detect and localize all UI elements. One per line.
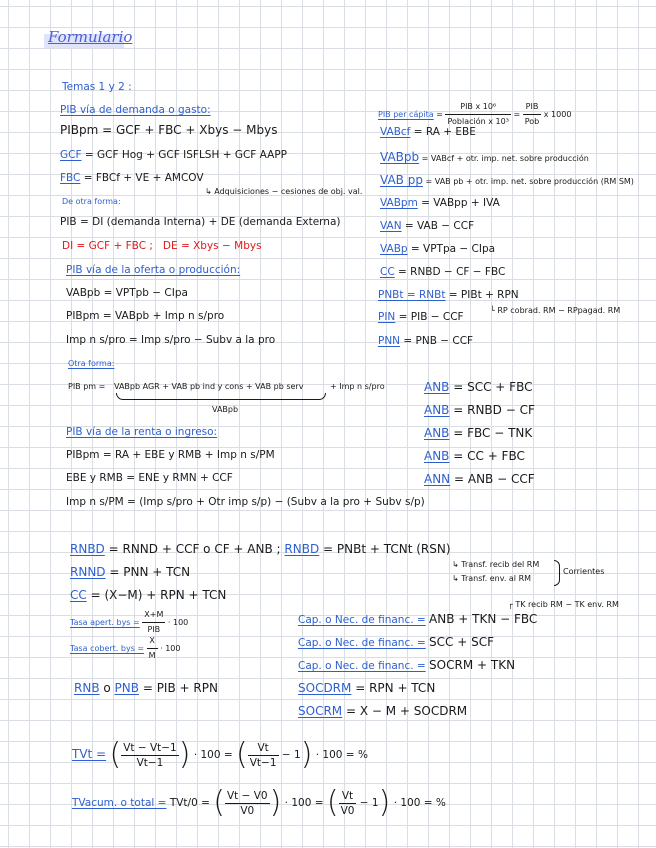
formula-cap1 bbox=[298, 612, 537, 627]
formula-gcf bbox=[60, 148, 287, 162]
formula-pibpm-demand: PIBpm = GCF + FBC + Xbys − Mbys bbox=[60, 123, 278, 137]
other-form-label: De otra forma: bbox=[62, 197, 121, 206]
formula-pib-di-de: PIB = DI (demanda Interna) + DE (demanda Externa) bbox=[60, 216, 341, 228]
tva-lhs: TVt/0 = bbox=[169, 797, 210, 809]
tv-num2: Vt bbox=[248, 741, 279, 756]
rnnd-rest: = PNN + TCN bbox=[109, 565, 191, 579]
formula-anb4 bbox=[424, 449, 525, 463]
anb4-label: ANB bbox=[424, 449, 450, 463]
socdrm-label: SOCDRM bbox=[298, 681, 352, 695]
formula-rnb bbox=[74, 681, 218, 695]
vabpm-rest: = VABpp + IVA bbox=[421, 197, 500, 209]
tk-note-text: TK recib RM − TK env. RM bbox=[515, 600, 619, 609]
arrow-icon: ┌ bbox=[508, 600, 516, 609]
pnb-label: PNB bbox=[114, 681, 139, 695]
formula-tva bbox=[72, 785, 446, 820]
paren-open: ( bbox=[109, 737, 122, 772]
formula-vabpm bbox=[380, 196, 500, 210]
tva-end: · 100 = % bbox=[393, 797, 446, 809]
anb1-rest: = SCC + FBC bbox=[453, 380, 533, 394]
formula-impn: Imp n s/pro = Imp s/pro − Subv a la pro bbox=[66, 334, 276, 346]
ann-rest: = ANB − CCF bbox=[454, 472, 535, 486]
tasa-cobert-frac bbox=[147, 634, 158, 663]
tasa-apert-num: X+M bbox=[142, 608, 165, 623]
vabcf-label: VABcf bbox=[380, 126, 411, 138]
van-rest: = VAB − CCF bbox=[404, 220, 475, 232]
tasa-cobert-tail: · 100 bbox=[160, 644, 181, 653]
cc2-rest: = (X−M) + RPN + TCN bbox=[90, 588, 227, 602]
rnbd-rest: = RNND + CCF o CF + ANB ; bbox=[108, 542, 281, 556]
vabpm-label: VABpm bbox=[380, 197, 418, 209]
formula-vabpb: VABpb = VPTpb − CIpa bbox=[66, 287, 188, 299]
cap1-label: Cap. o Nec. de financ. = bbox=[298, 614, 426, 626]
formula-tasa-apert bbox=[70, 608, 188, 637]
formula-pib-pc: PIB per cápita = $\frac{\text{PIB x 10⁶}}{\text{Población x 10³}}$ = $\frac{\text{PIB}}{\text{Pob}}$ x 1000 bbox=[378, 100, 571, 129]
formula-fbc bbox=[60, 171, 204, 185]
tv-num1: Vt − Vt−1 bbox=[123, 741, 177, 754]
formula-van bbox=[380, 219, 474, 233]
formula-pnb-rnb bbox=[378, 288, 519, 302]
rnbd-label: RNBD bbox=[70, 542, 105, 556]
pin-label: PIN bbox=[378, 311, 396, 323]
vabpb-label: VABpb bbox=[380, 150, 420, 164]
formula-tasa-cobert bbox=[70, 634, 180, 663]
corrientes-brace bbox=[554, 560, 560, 586]
anb2-rest: = RNBD − CF bbox=[453, 403, 535, 417]
pib-pc-frac2 bbox=[523, 100, 542, 129]
vabp-label: VABp bbox=[380, 243, 408, 255]
rpn-note-text: RP cobrad. RM − RPpagad. RM bbox=[497, 306, 621, 315]
formula-ann bbox=[424, 472, 535, 486]
gcf-label: GCF bbox=[60, 149, 82, 161]
heading-temas: Temas 1 y 2 : bbox=[62, 81, 132, 93]
pin-rest: = PIB − CCF bbox=[398, 311, 464, 323]
formula-cap2 bbox=[298, 635, 494, 650]
amcov-note bbox=[205, 185, 362, 199]
cc-r-rest: = RNBD − CF − FBC bbox=[398, 266, 506, 278]
formula-socrm bbox=[298, 704, 467, 718]
tasa-apert-tail: · 100 bbox=[167, 618, 189, 627]
formula-ebe: EBE y RMB = ENE y RMN + CCF bbox=[66, 472, 233, 484]
tva-minus: − 1 bbox=[359, 797, 379, 809]
pibpm-sum-num: VABpb AGR + VAB pb ind y cons + VAB pb serv bbox=[114, 382, 304, 391]
rpn-note bbox=[490, 304, 620, 318]
formula-anb1 bbox=[424, 380, 532, 394]
paren-open: ( bbox=[236, 737, 248, 772]
trans-note1: ↳ Transf. recib del RM bbox=[452, 560, 540, 569]
formula-anb3 bbox=[424, 426, 532, 440]
fbc-rest: = FBCf + VE + AMCOV bbox=[83, 172, 204, 184]
page-title: Formulario bbox=[48, 28, 133, 46]
formula-anb2 bbox=[424, 403, 535, 417]
formula-cap3 bbox=[298, 658, 515, 673]
tasa-cobert-num: X bbox=[147, 634, 158, 649]
formula-pnn bbox=[378, 334, 473, 348]
van-label: VAN bbox=[380, 220, 402, 232]
pib-pc-tail: x 1000 bbox=[543, 110, 572, 119]
tva-label: TVacum. o total = bbox=[72, 797, 167, 809]
tva-frac2 bbox=[339, 789, 357, 818]
de-text: DE = Xbys − Mbys bbox=[162, 240, 262, 252]
amcov-note-text: Adquisiciones − cesiones de obj. val. bbox=[214, 187, 363, 196]
fbc-label: FBC bbox=[60, 172, 81, 184]
anb3-rest: = FBC − TNK bbox=[453, 426, 533, 440]
tv-end: · 100 = % bbox=[315, 749, 368, 761]
ann-label: ANN bbox=[424, 472, 451, 486]
demand-title: PIB vía de demanda o gasto: bbox=[60, 104, 211, 116]
tk-note bbox=[508, 598, 619, 612]
formula-cc2 bbox=[70, 588, 226, 602]
rnb-rest: = PIB + RPN bbox=[142, 681, 218, 695]
formula-rnbd bbox=[70, 542, 451, 556]
paren-close: ) bbox=[269, 785, 282, 820]
formula-cc-r bbox=[380, 265, 505, 279]
anb4-rest: = CC + FBC bbox=[453, 449, 525, 463]
paren-close: ) bbox=[300, 737, 313, 772]
formula-vabpb-r bbox=[380, 150, 589, 166]
cap1-rest: ANB + TKN − FBC bbox=[429, 612, 538, 626]
pibpm-sum-prefix: PIB pm = bbox=[68, 382, 106, 391]
gcf-rest: = GCF Hog + GCF ISFLSH + GCF AAPP bbox=[84, 149, 287, 161]
rnbd2-label: RNBD bbox=[284, 542, 320, 556]
pibpm-sum-suffix: + Imp n s/pro bbox=[330, 382, 385, 391]
cap2-label: Cap. o Nec. de financ. = bbox=[298, 637, 426, 649]
trans-note2: ↳ Transf. env. al RM bbox=[452, 574, 532, 583]
cc2-label: CC bbox=[70, 588, 87, 602]
anb1-label: ANB bbox=[424, 380, 450, 394]
supply-title: PIB vía de la oferta o producción: bbox=[66, 264, 241, 276]
vabp-rest: = VPTpa − CIpa bbox=[410, 243, 496, 255]
pnn-rest: = PNB − CCF bbox=[403, 335, 474, 347]
vabcf-rest: = RA + EBE bbox=[413, 126, 476, 138]
rnb-label: RNB bbox=[74, 681, 100, 695]
formula-socdrm bbox=[298, 681, 435, 695]
vabpp-label: VAB pp bbox=[380, 173, 423, 187]
tva-mid1: · 100 = bbox=[284, 797, 324, 809]
paren-close: ) bbox=[178, 737, 191, 772]
tasa-cobert-den: M bbox=[148, 651, 156, 660]
formula-vabcf bbox=[380, 125, 476, 139]
formula-pibpm-supply: PIBpm = VABpb + Imp n s/pro bbox=[66, 310, 225, 322]
trans-note2-text: Transf. env. al RM bbox=[461, 574, 532, 583]
tv-den1: Vt−1 bbox=[136, 756, 164, 769]
socdrm-rest: = RPN + TCN bbox=[355, 681, 436, 695]
pib-pc-den2: Pob bbox=[524, 117, 540, 126]
formula-di-de bbox=[62, 239, 262, 253]
tv-label: TVt = bbox=[72, 747, 107, 761]
pibpm-sum-den: VABpb bbox=[212, 405, 239, 414]
cap2-rest: SCC + SCF bbox=[429, 635, 495, 649]
formula-rnnd bbox=[70, 565, 190, 579]
di-text: DI = GCF + FBC ; bbox=[62, 240, 153, 252]
paren-close: ) bbox=[378, 785, 391, 820]
trans-note3: Corrientes bbox=[563, 567, 605, 576]
pnn-label: PNN bbox=[378, 335, 401, 347]
tva-den1: V0 bbox=[240, 804, 255, 817]
socrm-rest: = X − M + SOCDRM bbox=[345, 704, 468, 718]
formula-pin bbox=[378, 310, 464, 324]
cap3-rest: SOCRM + TKN bbox=[429, 658, 516, 672]
pnb-rnb-label: PNBt = RNBt bbox=[378, 289, 446, 301]
pnb-rnb-rest: = PIBt + RPN bbox=[448, 289, 519, 301]
tva-den2: V0 bbox=[340, 804, 355, 817]
anb3-label: ANB bbox=[424, 426, 450, 440]
income-title: PIB vía de la renta o ingreso: bbox=[66, 426, 218, 438]
tva-num1: Vt − V0 bbox=[226, 789, 268, 802]
vabpp-rest: = VAB pb + otr. imp. net. sobre producción (RM SM) bbox=[425, 177, 634, 186]
formula-vabpp bbox=[380, 173, 634, 189]
vabpb-rest: = VABcf + otr. imp. net. sobre producción bbox=[421, 154, 589, 163]
tv-frac2 bbox=[248, 741, 279, 770]
trans-note1-text: Transf. recib del RM bbox=[461, 560, 540, 569]
paren-open: ( bbox=[326, 785, 339, 820]
formula-pibpm-income: PIBpm = RA + EBE y RMB + Imp n s/PM bbox=[66, 449, 275, 461]
tv-frac1 bbox=[121, 741, 179, 770]
arrow-icon: ↳ bbox=[205, 187, 215, 196]
rnb-mid: o bbox=[103, 681, 111, 695]
cc-r-label: CC bbox=[380, 266, 395, 278]
rnnd-label: RNND bbox=[70, 565, 106, 579]
rnbd2-rest: = PNBt + TCNt (RSN) bbox=[323, 542, 451, 556]
pib-pc-num1: PIB x 10⁶ bbox=[445, 100, 510, 115]
arrow-icon: └ bbox=[490, 306, 498, 315]
cap3-label: Cap. o Nec. de financ. = bbox=[298, 660, 426, 672]
tasa-apert-label: Tasa apert. bys = bbox=[70, 618, 140, 627]
tva-num2: Vt bbox=[339, 789, 357, 804]
paren-open: ( bbox=[213, 785, 225, 820]
pib-pc-num2: PIB bbox=[523, 100, 542, 115]
pib-pc-den1: Población x 10³ bbox=[447, 117, 509, 126]
tv-minus: − 1 bbox=[281, 749, 301, 761]
sum-brace bbox=[116, 393, 326, 400]
pib-pc-label: PIB per cápita bbox=[378, 110, 434, 119]
tasa-apert-frac bbox=[142, 608, 165, 637]
tasa-cobert-label: Tasa cobert. bys = bbox=[70, 644, 145, 653]
tva-frac1 bbox=[225, 789, 270, 818]
anb2-label: ANB bbox=[424, 403, 450, 417]
formula-vabp bbox=[380, 242, 495, 256]
other-form2-label: Otra forma: bbox=[68, 359, 115, 368]
tv-mid1: · 100 = bbox=[193, 749, 233, 761]
formula-impn-pm: Imp n s/PM = (Imp s/pro + Otr imp s/p) − (Subv a la pro + Subv s/p) bbox=[66, 496, 425, 508]
tasa-apert-den: PIB bbox=[147, 625, 161, 634]
socrm-label: SOCRM bbox=[298, 704, 343, 718]
tv-den2: Vt−1 bbox=[249, 756, 277, 769]
formula-tv bbox=[72, 737, 368, 772]
